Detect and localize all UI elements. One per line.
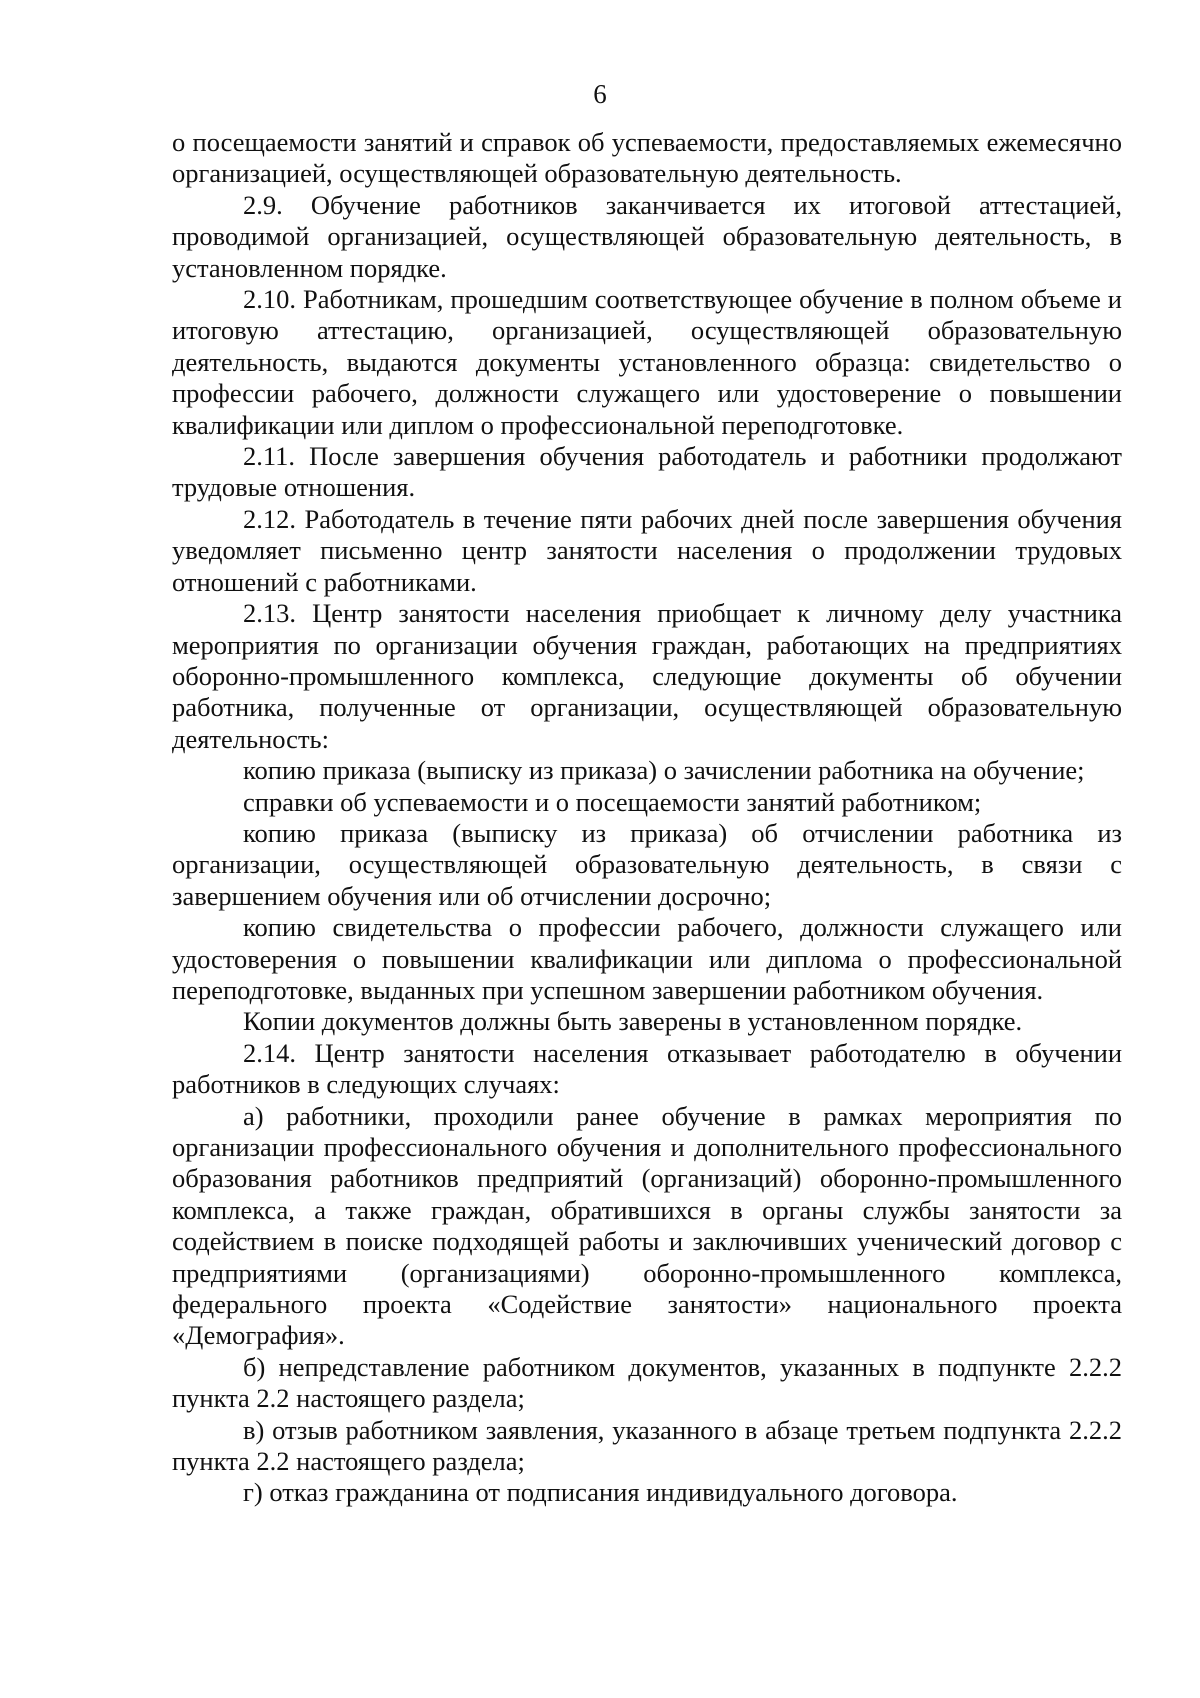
paragraph-2-14: 2.14. Центр занятости населения отказывает работодателю в обучении работников в следующих случаях:: [172, 1037, 1122, 1100]
list-item-b: б) непредставление работником документов, указанных в подпункте 2.2.2 пункта 2.2 настоящего раздела;: [172, 1351, 1122, 1414]
list-item-qualification-document: копию свидетельства о профессии рабочего, должности служащего или удостоверения о повышении квалификации или диплома о профессиональной переподготовке, выданных при успешном завершении работником обучения.: [172, 912, 1122, 1005]
page-number: 6: [593, 79, 607, 109]
list-item-expulsion-order: копию приказа (выписку из приказа) об отчислении работника из организации, осуществляющей образовательную деятельность, в связи с завершением обучения или об отчислении досрочно;: [172, 817, 1122, 911]
document-body: [172, 127, 1122, 1509]
list-item-g: г) отказ гражданина от подписания индивидуального договора.: [243, 1477, 958, 1508]
paragraph-continuation: о посещаемости занятий и справок об успеваемости, предоставляемых ежемесячно организацией, осуществляющей образовательную деятельность.: [172, 127, 1122, 189]
paragraph-2-9: 2.9. Обучение работников заканчивается их итоговой аттестацией, проводимой организацией, осуществляющей образовательную деятельность, в установленном порядке.: [172, 189, 1122, 283]
list-item-v: в) отзыв работником заявления, указанного в абзаце третьем подпункта 2.2.2 пункта 2.2 настоящего раздела;: [172, 1414, 1122, 1477]
paragraph-2-13: 2.13. Центр занятости населения приобщает к личному делу участника мероприятия по организации обучения граждан, работающих на предприятиях оборонно-промышленного комплекса, следующие документы об обучении работника, полученные от организации, осуществляющей образовательную деятельность:: [172, 598, 1122, 754]
paragraph-2-10: 2.10. Работникам, прошедшим соответствующее обучение в полном объеме и итоговую аттестацию, организацией, осуществляющей образовательную деятельность, выдаются документы установленного образца: свидетельство о профессии рабочего, должности служащего или удостоверение о повышении квалификации или диплом о профессиональной переподготовке.: [172, 284, 1122, 440]
list-item-enrollment-order: копию приказа (выписку из приказа) о зачислении работника на обучение;: [243, 755, 1085, 786]
paragraph-2-11: 2.11. После завершения обучения работодатель и работники продолжают трудовые отношения.: [172, 441, 1122, 503]
list-item-a: а) работники, проходили ранее обучение в рамках мероприятия по организации профессионального обучения и дополнительного профессионального образования работников предприятий (организаций) оборонно-промышленного комплекса, а также граждан, обратившихся в органы службы занятости за содействием в поиске подходящей работы и заключивших ученический договор с предприятиями (организациями) оборонно-промышленного комплекса, федерального проекта «Содействие занятости» национального проекта «Демография».: [172, 1100, 1122, 1351]
paragraph-copies-certified: Копии документов должны быть заверены в установленном порядке.: [243, 1006, 1023, 1037]
list-item-progress-certificates: справки об успеваемости и о посещаемости занятий работником;: [243, 786, 982, 817]
paragraph-2-12: 2.12. Работодатель в течение пяти рабочих дней после завершения обучения уведомляет письменно центр занятости населения о продолжении трудовых отношений с работниками.: [172, 503, 1122, 597]
